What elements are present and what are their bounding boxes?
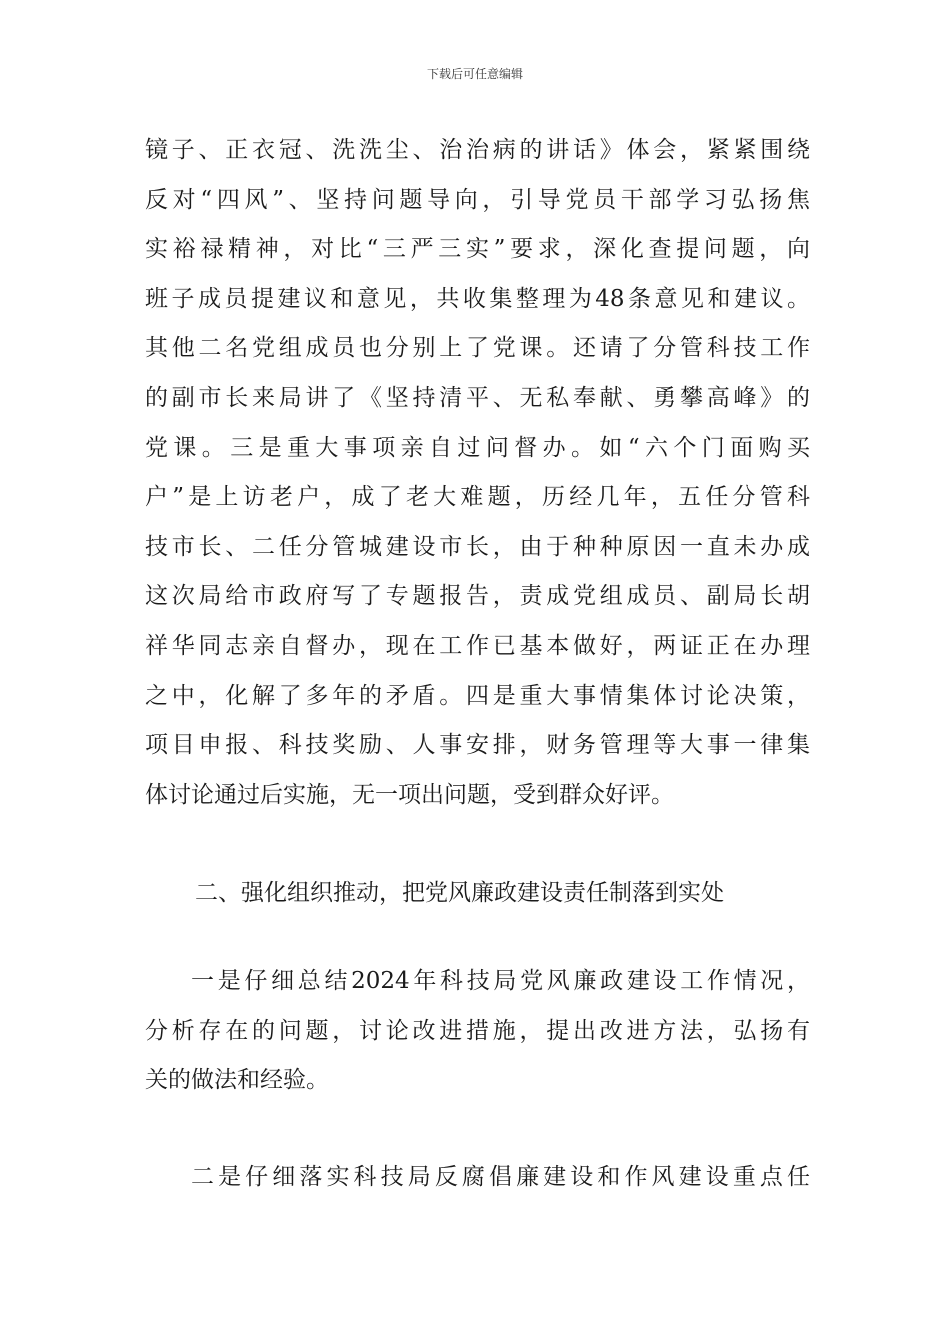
page-header-note: 下载后可任意编辑 bbox=[426, 67, 523, 81]
text-line: 实裕禄精神，对比“三严三实”要求，深化查提问题，向 bbox=[145, 236, 810, 263]
text-line: 之中，化解了多年的矛盾。四是重大事情集体讨论决策， bbox=[145, 682, 810, 709]
text-line: 这次局给市政府写了专题报告，责成党组成员、副局长胡 bbox=[145, 583, 810, 610]
text-line: 户”是上访老户，成了老大难题，历经几年，五任分管科 bbox=[145, 484, 810, 511]
text-line: 的副市长来局讲了《坚持清平、无私奉献、勇攀高峰》的 bbox=[145, 384, 810, 411]
text-line: 分析存在的问题，讨论改进措施，提出改进方法，弘扬有 bbox=[145, 1017, 810, 1044]
text-line: 二是仔细落实科技局反腐倡廉建设和作风建设重点任 bbox=[191, 1163, 810, 1190]
text-line: 镜子、正衣冠、洗洗尘、治治病的讲话》体会，紧紧围绕 bbox=[145, 137, 810, 163]
text-line: 班子成员提建议和意见，共收集整理为48条意见和建议。 bbox=[145, 285, 810, 312]
section-heading: 二、强化组织推动，把党风廉政建设责任制落到实处 bbox=[195, 880, 724, 907]
document-body bbox=[145, 126, 810, 1202]
text-line: 反对“四风”、坚持问题导向，引导党员干部学习弘扬焦 bbox=[145, 186, 810, 213]
text-line: 其他二名党组成员也分别上了党课。还请了分管科技工作 bbox=[145, 335, 810, 362]
paragraph-summary bbox=[145, 957, 810, 1106]
paragraph-spacing bbox=[145, 919, 810, 957]
text-line: 祥华同志亲自督办，现在工作已基本做好，两证正在办理 bbox=[145, 632, 810, 659]
text-line: 党课。三是重大事项亲自过问督办。如“六个门面购买 bbox=[145, 434, 810, 461]
paragraph-continuation bbox=[145, 126, 810, 820]
text-line: 一是仔细总结2024年科技局党风廉政建设工作情况， bbox=[191, 967, 810, 994]
text-line: 项目申报、科技奖励、人事安排，财务管理等大事一律集 bbox=[145, 732, 810, 759]
text-line: 体讨论通过后实施，无一项出问题，受到群众好评。 bbox=[145, 781, 674, 808]
paragraph-implementation bbox=[145, 1153, 810, 1203]
text-line: 关的做法和经验。 bbox=[145, 1067, 329, 1094]
paragraph-spacing bbox=[145, 1106, 810, 1153]
text-line: 技市长、二任分管城建设市长，由于种种原因一直未办成 bbox=[145, 533, 810, 560]
paragraph-spacing bbox=[145, 820, 810, 869]
